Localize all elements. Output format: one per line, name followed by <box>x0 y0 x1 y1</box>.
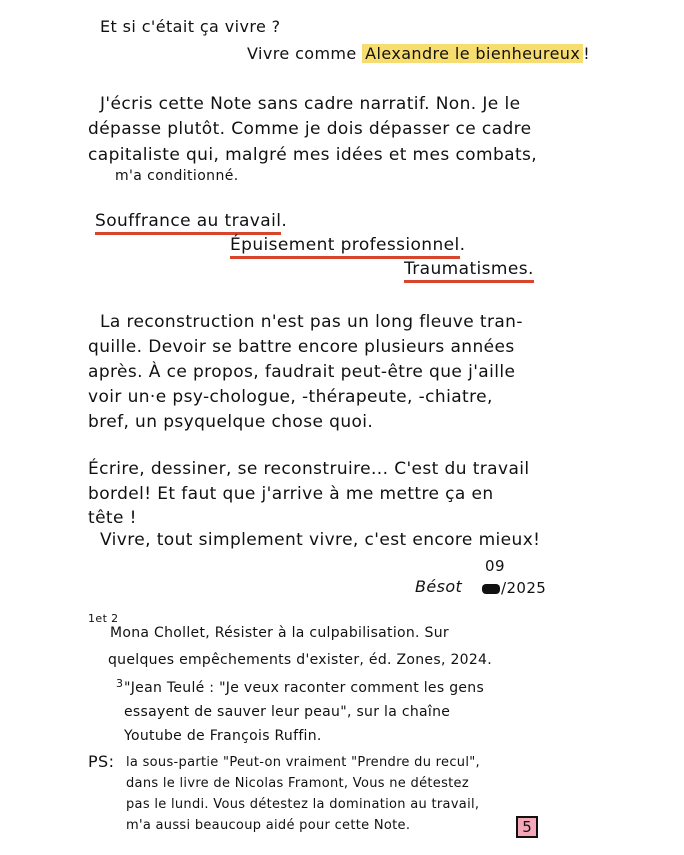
para2-line: après. À ce propos, faudrait peut-être que j'aille <box>88 362 516 382</box>
highlight-item <box>404 259 534 279</box>
closing-line: Vivre, tout simplement vivre, c'est encore mieux! <box>100 530 541 550</box>
page-number-badge: 5 <box>516 816 538 838</box>
punctuation: . <box>459 235 466 255</box>
signature-name: Bésot <box>415 577 463 596</box>
highlight-item <box>230 235 465 255</box>
date-correction: 09 <box>485 557 505 575</box>
footnote-line: Mona Chollet, Résister à la culpabilisation. Sur <box>110 625 449 641</box>
intro-line <box>247 44 590 63</box>
intro-suffix: ! <box>583 44 591 63</box>
footnote-line: essayent de sauver leur peau", sur la chaîne <box>124 704 451 720</box>
intro-question: Et si c'était ça vivre ? <box>100 17 281 36</box>
ps-line: la sous-partie "Peut-on vraiment "Prendre du recul", <box>126 755 480 770</box>
date-year: /2025 <box>501 579 547 597</box>
ps-line: pas le lundi. Vous détestez la domination au travail, <box>126 797 480 812</box>
ps-label: PS: <box>88 752 115 771</box>
highlight-item <box>95 211 287 231</box>
underlined-text: Souffrance au travail <box>95 211 281 235</box>
punctuation: . <box>281 211 288 231</box>
para1-line: dépasse plutôt. Comme je dois dépasser ce cadre <box>88 119 532 139</box>
footnote-marker: 1et 2 <box>88 612 119 625</box>
para3-line: bordel! Et faut que j'arrive à me mettre ça en <box>88 484 494 504</box>
scribble-mark <box>482 584 500 594</box>
para1-line: capitaliste qui, malgré mes idées et mes combats, <box>88 145 538 165</box>
highlighted-name: Alexandre le bienheureux <box>362 44 583 63</box>
para2-line: quille. Devoir se battre encore plusieurs années <box>88 337 515 357</box>
footnote-line: Youtube de François Ruffin. <box>124 728 322 744</box>
footnote-line: quelques empêchements d'exister, éd. Zones, 2024. <box>108 652 493 668</box>
para3-line: tête ! <box>88 508 137 528</box>
para1-line: J'écris cette Note sans cadre narratif. Non. Je le <box>100 94 521 114</box>
para3-line: Écrire, dessiner, se reconstruire... C'est du travail <box>88 459 530 479</box>
para1-line: m'a conditionné. <box>115 168 239 184</box>
footnote-line: "Jean Teulé : "Je veux raconter comment les gens <box>124 680 485 696</box>
ps-line: m'a aussi beaucoup aidé pour cette Note. <box>126 818 411 833</box>
underlined-text: Épuisement professionnel <box>230 235 460 259</box>
signature-date <box>482 579 546 597</box>
underlined-text: Traumatismes. <box>404 259 534 283</box>
footnote-marker: 3 <box>116 677 124 690</box>
para2-line: voir un·e psy-chologue, -thérapeute, -chiatre, <box>88 387 493 407</box>
intro-prefix: Vivre comme <box>247 44 357 63</box>
para2-line: bref, un psyquelque chose quoi. <box>88 412 374 432</box>
ps-line: dans le livre de Nicolas Framont, Vous ne détestez <box>126 776 469 791</box>
para2-line: La reconstruction n'est pas un long fleuve tran- <box>100 312 523 332</box>
